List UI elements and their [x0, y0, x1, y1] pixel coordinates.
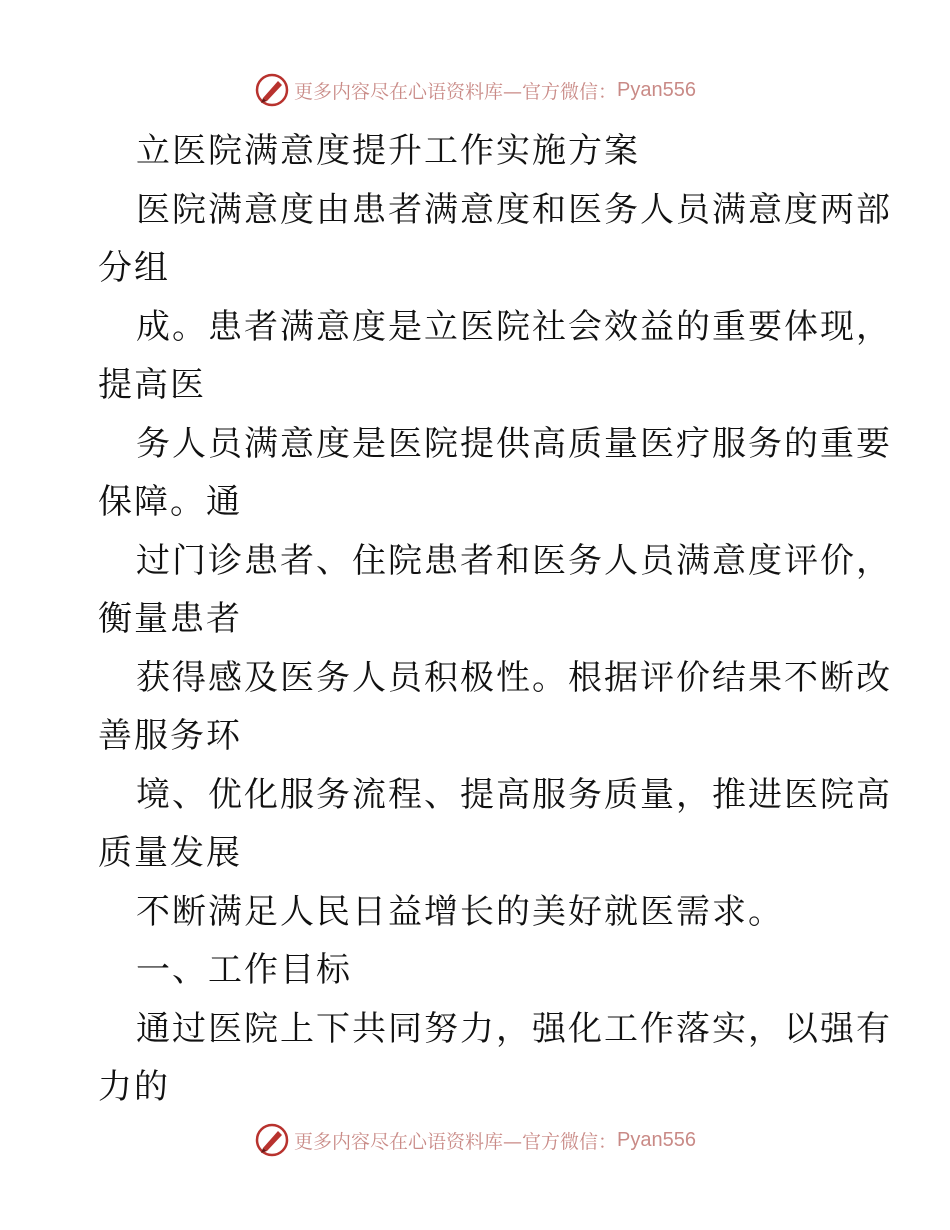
- watermark-text: 更多内容尽在心语资料库—官方微信：: [294, 80, 618, 103]
- text-line: 成。患者满意度是立医院社会效益的重要体现，: [136, 306, 892, 347]
- text-line: 质量发展: [98, 833, 242, 873]
- text-line: 保障。通: [98, 482, 242, 522]
- text-line: 获得感及医务人员积极性。根据评价结果不断改: [136, 657, 892, 698]
- pen-logo-icon: [254, 1122, 290, 1158]
- watermark-wechat-id: Pyan556: [617, 1128, 696, 1151]
- footer-watermark: [0, 1120, 950, 1160]
- pen-logo-icon: [254, 72, 290, 108]
- text-line: 过门诊患者、住院患者和医务人员满意度评价，: [136, 540, 892, 581]
- text-line: 分组: [98, 248, 170, 288]
- watermark-text: 更多内容尽在心语资料库—官方微信：: [294, 1130, 618, 1153]
- text-line: 通过医院上下共同努力，强化工作落实，以强有: [136, 1008, 892, 1049]
- text-line: 务人员满意度是医院提供高质量医疗服务的重要: [136, 423, 892, 464]
- text-line: 衡量患者: [98, 599, 242, 639]
- header-watermark: [0, 70, 950, 110]
- watermark-wechat-id: Pyan556: [617, 78, 696, 101]
- text-line: 立医院满意度提升工作实施方案: [136, 131, 640, 171]
- document-body: [98, 122, 892, 1117]
- text-line: 善服务环: [98, 716, 242, 756]
- text-line: 提高医: [98, 365, 206, 405]
- text-line: 不断满足人民日益增长的美好就医需求。: [136, 891, 784, 932]
- text-line: 力的: [98, 1067, 170, 1107]
- text-line: 医院满意度由患者满意度和医务人员满意度两部: [136, 189, 892, 230]
- text-line: 境、优化服务流程、提高服务质量，推进医院高: [136, 774, 892, 815]
- text-line: 一、工作目标: [136, 950, 352, 990]
